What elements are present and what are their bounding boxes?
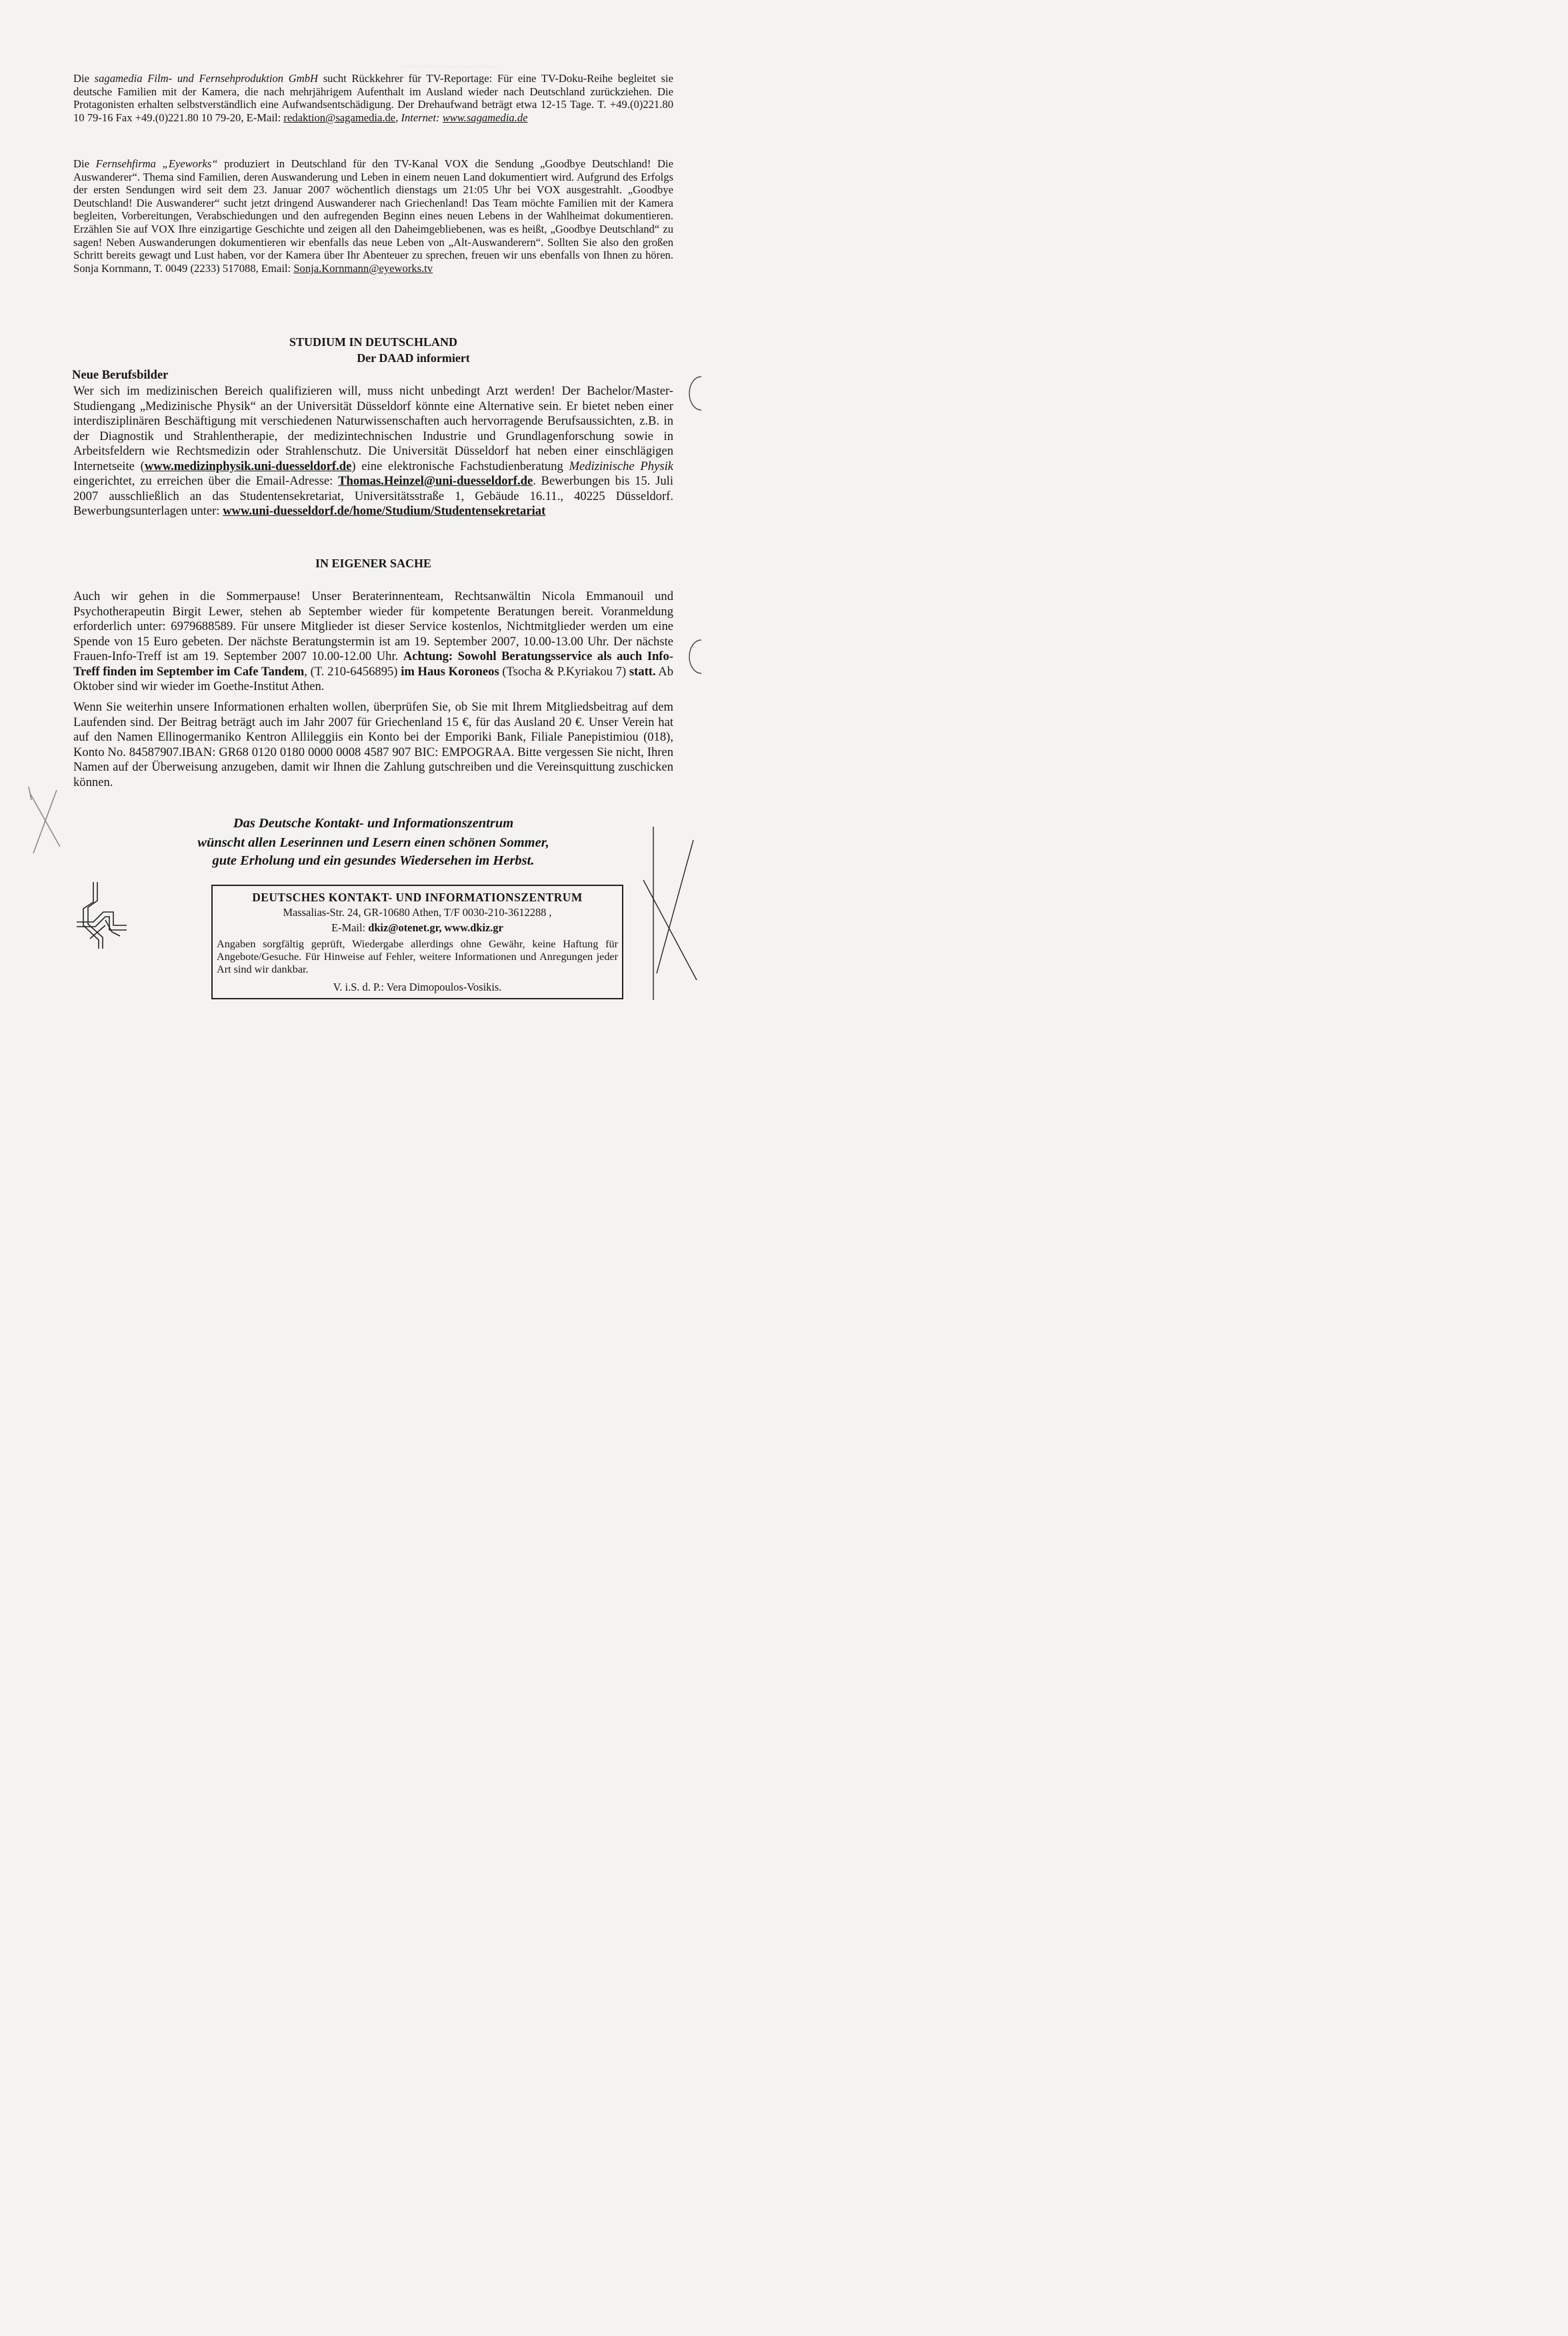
studium-heading: STUDIUM IN DEUTSCHLAND xyxy=(289,335,458,349)
ad-eyeworks xyxy=(73,157,673,275)
closing-line-1: Das Deutsche Kontakt- und Informationszentrum xyxy=(233,816,514,831)
dkiz-logo-icon xyxy=(73,879,133,952)
studium-subheading: Der DAAD informiert xyxy=(357,351,470,365)
pen-mark-right xyxy=(640,820,701,1007)
studium-program-name: Medizinische Physik xyxy=(569,459,673,473)
eigene-text xyxy=(73,589,673,695)
ad-eyeworks-email[interactable]: Sonja.Kornmann@eyeworks.tv xyxy=(293,261,433,275)
eigene-heading: IN EIGENER SACHE xyxy=(315,557,432,570)
box-contact-links[interactable]: dkiz@otenet.gr, www.dkiz.gr xyxy=(368,921,503,934)
studium-text-part1: Wer sich im medizinischen Bereich qualifizieren will, muss nicht unbedingt Arzt werden! Der Bachelor/Master-Studiengang „Medizinische Physik“ an der Universität Düsseldorf könnte eine Alternative sein. Er bietet neben einer interdisziplinären Beschäftigung mit verschiedenen Naturwissenschaften auch hervorragende Berufsaussichten, z.B. in der Diagnostik und Strahlentherapie, der medizintechnischen Industrie und Grundlagenforschung sowie in Arbeitsfeldern wie Rechtsmedizin oder Strahlenschutz. Die Universität Düsseldorf hat neben einer einschlägigen Internetseite ( xyxy=(73,384,673,473)
punch-hole-top-icon xyxy=(687,373,701,413)
box-responsible: V. i.S. d. P.: Vera Dimopoulos-Vosikis. xyxy=(333,981,502,993)
studium-text-part4: . Bewerbungen bis 15. Juli 2007 ausschließlich an das Studentensekretariat, Universitätsstraße 1, Gebäude 16.11., 40225 Düsseldorf. Bewerbungsunterlagen unter: xyxy=(73,474,673,518)
bleed-through-text: ······························ xyxy=(400,61,500,71)
ad-eyeworks-company: Fernsehfirma „Eyeworks“ xyxy=(95,157,218,170)
studium-email-link[interactable]: Thomas.Heinzel@uni-duesseldorf.de xyxy=(338,474,533,488)
studium-text xyxy=(73,384,673,519)
closing-line-3: gute Erholung und ein gesundes Wiedersehen im Herbst. xyxy=(212,853,535,868)
studium-section-title: Neue Berufsbilder xyxy=(72,369,169,382)
eigene-membership-text: Wenn Sie weiterhin unsere Informationen erhalten wollen, überprüfen Sie, ob Sie mit Ihrem Mitgliedsbeitrag auf dem Laufenden sind. Der Beitrag beträgt auch im Jahr 2007 für Griechenland 15 €, für das Ausland 20 €. Unser Verein hat auf den Namen Ellinogermaniko Kentron Allileggiis ein Konto bei der Emporiki Bank, Filiale Panepistimiou (018), Konto No. 84587907.IBAN: GR68 0120 0180 0000 0008 4587 907 BIC: EMPOGRAA. Bitte vergessen Sie nicht, Ihren Namen auf der Überweisung anzugeben, damit wir Ihnen die Zahlung gutschreiben und die Vereinsquittung zuschicken können. xyxy=(73,700,673,789)
pen-mark-left xyxy=(23,780,70,860)
ad-eyeworks-text: produziert in Deutschland für den TV-Kanal VOX die Sendung „Goodbye Deutschland! Die Auswanderer“. Thema sind Familien, deren Auswanderung und Leben in einem neuen Land dokumentiert wird. Aufgrund des Erfolgs der ersten Sendungen wird seit dem 23. Januar 2007 wöchentlich dienstags um 21:05 Uhr bei VOX ausgestrahlt. „Goodbye Deutschland! Die Auswanderer“ sucht jetzt dringend Auswanderer nach Griechenland! Das Team möchte Familien mit der Kamera begleiten, Vorbereitungen, Verabschiedungen und den aufregenden Beginn eines neuen Lebens in der Wahlheimat dokumentieren. Erzählen Sie auf VOX Ihre einzigartige Geschichte und zeigen all den Daheimgebliebenen, was es heißt, „Goodbye Deutschland“ zu sagen! Neben Auswanderungen dokumentieren wir ebenfalls das neue Leben von „Alt-Auswanderern“. Sollten Sie also den großen Schritt bereits gewagt und Lust haben, vor der Kamera über Ihr Abenteuer zu sprechen, freuen wir uns ebenfalls von Ihnen zu hören. Sonja Kornmann, T. 0049 (2233) 517088, Email: xyxy=(73,157,673,275)
eigene-text-part3: (Tsocha & P.Kyriakou 7) xyxy=(499,664,629,679)
ad-sagamedia xyxy=(73,72,673,124)
box-disclaimer: Angaben sorgfältig geprüft, Wiedergabe allerdings ohne Gewähr, keine Haftung für Angebote/Gesuche. Für Hinweise auf Fehler, weitere Informationen und Anregungen jeder Art sind wir dankbar. xyxy=(217,938,618,975)
studium-text-part3: eingerichtet, zu erreichen über die Email-Adresse: xyxy=(73,474,339,488)
eigene-text-part1: Auch wir gehen in die Sommerpause! Unser Beraterinnenteam, Rechtsanwältin Nicola Emmanouil und Psychotherapeutin Birgit Lewer, stehen ab September wieder für kompetente Beratungen bereit. Voranmeldung erforderlich unter: 6979688589. Für unsere Mitglieder ist dieser Service kostenlos, Nichtmitglieder werden um eine Spende von 15 Euro gebeten. Der nächste Beratungstermin ist am 19. September 2007, 10.00-13.00 Uhr. Der nächste Frauen-Info-Treff ist am 19. September 2007 10.00-12.00 Uhr. xyxy=(73,589,673,663)
studium-text-part2: ) eine elektronische Fachstudienberatung xyxy=(351,459,569,473)
eigene-notice-bold2: im Haus Koroneos xyxy=(401,664,499,679)
ad-sagamedia-text: sucht Rückkehrer für TV-Reportage: Für eine TV-Doku-Reihe begleitet sie deutsche Familien mit der Kamera, die nach mehrjährigem Aufenthalt im Ausland wieder nach Deutschland zurückziehen. Die Protagonisten erhalten selbstverständlich eine Aufwandsentschädigung. Der Drehaufwand beträgt etwa 12-15 Tage. T. +49.(0)221.80 10 79-16 Fax +49.(0)221.80 10 79-20, E-Mail: xyxy=(73,72,673,124)
closing-line-2: wünscht allen Leserinnen und Lesern einen schönen Sommer, xyxy=(197,835,549,850)
ad-sagamedia-website[interactable]: www.sagamedia.de xyxy=(442,111,528,124)
studium-url-link[interactable]: www.uni-duesseldorf.de/home/Studium/Studentensekretariat xyxy=(223,504,546,518)
eigene-notice-bold1: Achtung: Sowohl Beratungsservice als auch Info-Treff finden im September im Cafe Tandem xyxy=(73,649,673,679)
contact-info-box xyxy=(211,885,623,999)
ad-eyeworks-lead: Die xyxy=(73,157,96,170)
eigene-text-part2: , (T. 210-6456895) xyxy=(304,664,401,679)
box-email-label: E-Mail: xyxy=(331,921,369,934)
ad-sagamedia-internet-label: Internet: xyxy=(401,111,440,124)
document-page xyxy=(0,0,701,1045)
punch-hole-bottom-icon xyxy=(687,637,701,677)
box-address: Massalias-Str. 24, GR-10680 Athen, T/F 0030-210-3612288 , xyxy=(283,906,552,919)
ad-sagamedia-lead: Die xyxy=(73,72,95,85)
studium-website-link[interactable]: www.medizinphysik.uni-duesseldorf.de xyxy=(144,459,352,473)
comma: , xyxy=(395,111,401,124)
eigene-text-part4: Ab Oktober sind wir wieder im Goethe-Institut Athen. xyxy=(73,664,673,693)
ad-sagamedia-company: sagamedia Film- und Fernsehproduktion GmbH xyxy=(94,72,319,85)
box-contact xyxy=(213,921,622,935)
eigene-notice-bold3: statt. xyxy=(629,664,656,679)
box-title: DEUTSCHES KONTAKT- UND INFORMATIONSZENTRUM xyxy=(252,891,583,904)
ad-sagamedia-email[interactable]: redaktion@sagamedia.de xyxy=(283,111,396,124)
